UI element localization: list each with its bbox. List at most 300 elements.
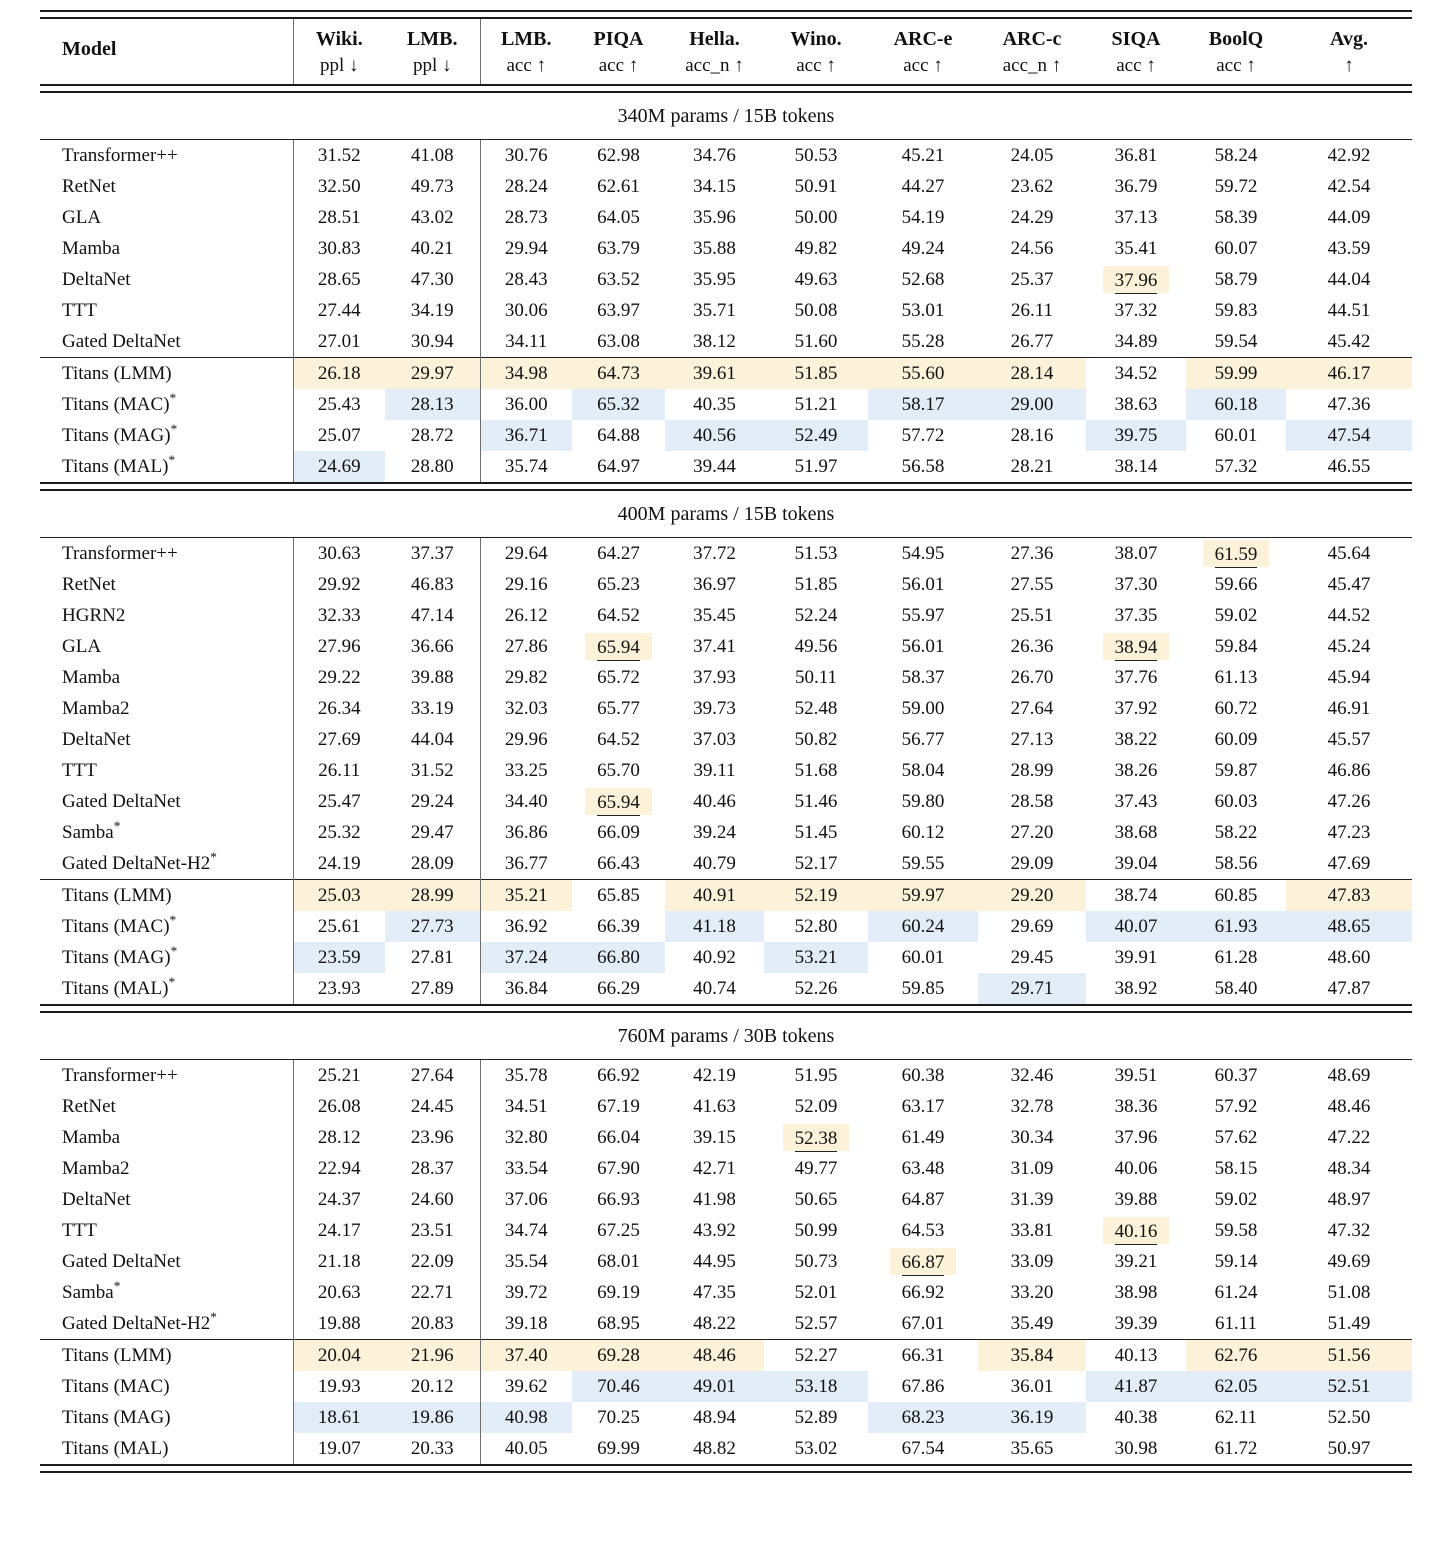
- metric-cell: 57.72: [901, 425, 945, 446]
- metric-cell: 33.81: [1010, 1220, 1054, 1241]
- metric-cell: 53.02: [794, 1438, 838, 1459]
- header-row: [40, 18, 1412, 85]
- metric-cell: 48.82: [693, 1438, 736, 1459]
- metric-cell: 31.09: [1010, 1158, 1054, 1179]
- metric-cell: 50.11: [794, 667, 838, 688]
- metric-cell: 49.69: [1327, 1251, 1371, 1272]
- metric-cell: 50.65: [794, 1189, 838, 1210]
- metric-cell: 61.72: [1214, 1438, 1258, 1459]
- metric-cell: 28.13: [385, 389, 480, 420]
- table-row: [40, 631, 1412, 662]
- metric-cell: 37.35: [1114, 605, 1158, 626]
- model-name: Titans (MAG): [62, 1407, 171, 1428]
- metric-cell: 27.13: [1010, 729, 1054, 750]
- table-row: [40, 600, 1412, 631]
- metric-cell: 29.92: [293, 569, 385, 600]
- metric-cell: 44.09: [1327, 207, 1371, 228]
- metric-cell: 60.12: [901, 822, 945, 843]
- metric-cell: 56.01: [901, 574, 945, 595]
- metric-cell: 24.05: [1010, 145, 1054, 166]
- metric-cell: 64.53: [901, 1220, 945, 1241]
- double-rule: [40, 11, 1412, 18]
- metric-cell: 35.95: [693, 269, 736, 290]
- metric-cell: 59.99: [1186, 358, 1286, 389]
- metric-cell: 52.17: [794, 853, 838, 874]
- metric-cell: 29.69: [1010, 916, 1054, 937]
- metric-cell: 31.52: [293, 140, 385, 171]
- metric-cell: 28.14: [978, 358, 1086, 389]
- metric-cell: 48.65: [1286, 911, 1412, 942]
- metric-cell: 59.87: [1214, 760, 1258, 781]
- metric-cell: 41.63: [693, 1096, 736, 1117]
- table-row: [40, 358, 1412, 389]
- metric-cell: 20.33: [410, 1438, 454, 1459]
- metric-cell: 60.01: [1214, 425, 1258, 446]
- model-name: RetNet: [62, 574, 116, 595]
- model-name: TTT: [62, 1220, 97, 1241]
- metric-cell: 28.80: [410, 456, 454, 477]
- metric-cell: 50.97: [1327, 1438, 1371, 1459]
- table-row: [40, 786, 1412, 817]
- metric-cell: 28.73: [480, 202, 572, 233]
- metric-cell: 35.78: [480, 1060, 572, 1091]
- metric-cell: 36.77: [480, 848, 572, 880]
- table-row: [40, 1277, 1412, 1308]
- metric-cell: 20.12: [410, 1376, 454, 1397]
- table-row: [40, 693, 1412, 724]
- section-title: 760M params / 30B tokens: [617, 1025, 835, 1047]
- metric-cell: 62.98: [597, 145, 640, 166]
- metric-cell: 30.94: [410, 331, 454, 352]
- metric-cell: 28.58: [1010, 791, 1054, 812]
- metric-cell: 69.19: [597, 1282, 640, 1303]
- metric-cell: 38.12: [693, 331, 736, 352]
- column-header: [480, 18, 572, 85]
- metric-cell: 52.49: [764, 420, 868, 451]
- model-name: Gated DeltaNet: [62, 791, 181, 812]
- metric-cell: 62.05: [1186, 1371, 1286, 1402]
- metric-cell: 38.36: [1114, 1096, 1158, 1117]
- metric-cell: 24.56: [1010, 238, 1054, 259]
- model-name: Samba*: [62, 818, 121, 843]
- metric-cell: 56.77: [901, 729, 945, 750]
- metric-cell: 42.92: [1327, 145, 1371, 166]
- metric-cell: 60.37: [1214, 1065, 1258, 1086]
- metric-cell: 61.11: [1214, 1313, 1258, 1334]
- model-name: Mamba2: [62, 1158, 130, 1179]
- metric-cell: 21.18: [293, 1246, 385, 1277]
- metric-cell: 70.25: [597, 1407, 640, 1428]
- metric-cell: 45.64: [1327, 543, 1371, 564]
- metric-cell: 36.92: [480, 911, 572, 942]
- metric-cell: 39.04: [1114, 853, 1158, 874]
- metric-cell: 23.62: [1010, 176, 1054, 197]
- metric-cell: 38.68: [1114, 822, 1158, 843]
- metric-cell: 58.40: [1214, 978, 1258, 999]
- metric-cell: 37.37: [410, 543, 454, 564]
- metric-cell: 39.44: [693, 456, 736, 477]
- column-metric-label: ppl ↓: [412, 55, 452, 76]
- metric-cell: 37.32: [1114, 300, 1158, 321]
- asterisk-marker: *: [210, 1309, 217, 1325]
- metric-cell: 40.21: [410, 238, 454, 259]
- metric-cell: 38.22: [1114, 729, 1158, 750]
- best-baseline-highlight: 52.38: [783, 1124, 850, 1151]
- metric-cell: 40.06: [1114, 1158, 1158, 1179]
- metric-cell: 35.71: [693, 300, 736, 321]
- metric-cell: 34.74: [480, 1215, 572, 1246]
- metric-cell: 54.19: [901, 207, 945, 228]
- metric-cell: 64.05: [597, 207, 640, 228]
- metric-cell: 55.60: [868, 358, 978, 389]
- metric-cell: 29.22: [293, 662, 385, 693]
- metric-cell: 59.66: [1214, 574, 1258, 595]
- metric-cell: 39.88: [410, 667, 454, 688]
- metric-cell: 28.65: [293, 264, 385, 295]
- metric-cell: 25.61: [293, 911, 385, 942]
- best-baseline-highlight: 37.96: [1103, 266, 1170, 293]
- model-name: Titans (MAC): [62, 1376, 170, 1397]
- section-title: 340M params / 15B tokens: [617, 105, 835, 127]
- column-metric-label: ↑: [1344, 55, 1354, 76]
- column-label: ARC-c: [1002, 28, 1062, 50]
- metric-cell: 22.09: [410, 1251, 454, 1272]
- metric-cell: 34.51: [480, 1091, 572, 1122]
- metric-cell: 59.80: [901, 791, 945, 812]
- metric-cell: 60.03: [1214, 791, 1258, 812]
- metric-cell: 46.91: [1327, 698, 1371, 719]
- model-name: Titans (MAG)*: [62, 421, 178, 446]
- metric-cell: 61.24: [1214, 1282, 1258, 1303]
- metric-cell: 47.83: [1286, 880, 1412, 911]
- metric-cell: 38.92: [1114, 978, 1158, 999]
- metric-cell: 36.00: [480, 389, 572, 420]
- metric-cell: 27.64: [410, 1065, 454, 1086]
- column-header: [978, 18, 1086, 85]
- metric-cell: 36.84: [480, 973, 572, 1005]
- metric-cell: 60.09: [1214, 729, 1258, 750]
- metric-cell: 48.60: [1327, 947, 1371, 968]
- metric-cell: [764, 1122, 868, 1153]
- metric-cell: 41.18: [665, 911, 764, 942]
- metric-cell: 67.25: [597, 1220, 640, 1241]
- metric-cell: 55.97: [901, 605, 945, 626]
- metric-cell: 40.74: [693, 978, 736, 999]
- metric-cell: 34.98: [480, 358, 572, 389]
- best-baseline-highlight: 38.94: [1103, 633, 1170, 660]
- metric-cell: 38.63: [1114, 394, 1158, 415]
- model-name: Mamba2: [62, 698, 130, 719]
- metric-cell: 29.45: [1010, 947, 1054, 968]
- metric-cell: 32.50: [293, 171, 385, 202]
- metric-cell: 56.58: [901, 456, 945, 477]
- table-row: [40, 848, 1412, 880]
- model-name: GLA: [62, 636, 102, 657]
- metric-cell: 63.52: [597, 269, 640, 290]
- metric-cell: 49.77: [794, 1158, 838, 1179]
- model-name: Transformer++: [62, 145, 178, 166]
- table-row: [40, 880, 1412, 911]
- metric-cell: 25.43: [293, 389, 385, 420]
- metric-cell: 29.71: [978, 973, 1086, 1005]
- metric-cell: 34.15: [693, 176, 736, 197]
- metric-cell: 61.13: [1214, 667, 1258, 688]
- model-name: Samba*: [62, 1278, 121, 1303]
- metric-cell: 30.83: [293, 233, 385, 264]
- metric-cell: 58.22: [1214, 822, 1258, 843]
- metric-cell: 35.65: [1010, 1438, 1054, 1459]
- column-header: [665, 18, 764, 85]
- metric-cell: 51.45: [794, 822, 838, 843]
- metric-cell: 40.46: [693, 791, 736, 812]
- column-metric-label: acc ↑: [1216, 55, 1256, 76]
- metric-cell: 26.77: [1010, 331, 1054, 352]
- metric-cell: 22.71: [410, 1282, 454, 1303]
- metric-cell: 40.92: [693, 947, 736, 968]
- table-row: [40, 233, 1412, 264]
- metric-cell: 50.00: [794, 207, 838, 228]
- metric-cell: 38.26: [1114, 760, 1158, 781]
- metric-cell: 66.92: [901, 1282, 945, 1303]
- metric-cell: 65.85: [597, 885, 640, 906]
- model-name: Mamba: [62, 238, 121, 259]
- table-row: [40, 1371, 1412, 1402]
- metric-cell: 39.72: [480, 1277, 572, 1308]
- column-label: Wiki.: [315, 28, 363, 50]
- metric-cell: 24.37: [293, 1184, 385, 1215]
- metric-cell: 33.54: [480, 1153, 572, 1184]
- metric-cell: 64.97: [597, 456, 640, 477]
- table-row: [40, 1433, 1412, 1465]
- metric-cell: 29.47: [410, 822, 454, 843]
- metric-cell: 52.01: [794, 1282, 838, 1303]
- metric-cell: 53.21: [764, 942, 868, 973]
- metric-cell: 24.45: [410, 1096, 454, 1117]
- table-row: [40, 140, 1412, 171]
- table-row: [40, 817, 1412, 848]
- metric-cell: 65.23: [597, 574, 640, 595]
- model-name: DeltaNet: [62, 1189, 131, 1210]
- metric-cell: 60.85: [1214, 885, 1258, 906]
- metric-cell: 37.93: [693, 667, 736, 688]
- metric-cell: 27.20: [1010, 822, 1054, 843]
- double-rule: [40, 85, 1412, 92]
- table-row: [40, 1091, 1412, 1122]
- metric-cell: 59.97: [868, 880, 978, 911]
- metric-cell: 29.82: [480, 662, 572, 693]
- table-row: [40, 1153, 1412, 1184]
- metric-cell: 67.54: [901, 1438, 945, 1459]
- metric-cell: 52.57: [794, 1313, 838, 1334]
- metric-cell: 39.91: [1114, 947, 1158, 968]
- section-title-row: [40, 490, 1412, 538]
- metric-cell: 67.90: [597, 1158, 640, 1179]
- column-header: [1186, 18, 1286, 85]
- table-row: [40, 662, 1412, 693]
- metric-cell: 51.85: [764, 358, 868, 389]
- metric-cell: 39.21: [1114, 1251, 1158, 1272]
- metric-cell: 58.17: [868, 389, 978, 420]
- metric-cell: 37.43: [1114, 791, 1158, 812]
- metric-cell: 28.16: [1010, 425, 1054, 446]
- metric-cell: 34.40: [480, 786, 572, 817]
- metric-cell: 26.70: [1010, 667, 1054, 688]
- model-name: DeltaNet: [62, 729, 131, 750]
- best-baseline-highlight: 65.94: [585, 633, 652, 660]
- table-row: [40, 1308, 1412, 1340]
- metric-cell: 61.49: [901, 1127, 945, 1148]
- metric-cell: 32.78: [1010, 1096, 1054, 1117]
- metric-cell: 66.43: [597, 853, 640, 874]
- model-name: Gated DeltaNet-H2*: [62, 1309, 217, 1334]
- column-header: [1086, 18, 1186, 85]
- column-header: [572, 18, 665, 85]
- model-name: Gated DeltaNet: [62, 331, 181, 352]
- metric-cell: 39.15: [693, 1127, 736, 1148]
- metric-cell: 60.38: [901, 1065, 945, 1086]
- metric-cell: 51.85: [794, 574, 838, 595]
- metric-cell: 27.36: [1010, 543, 1054, 564]
- table-row: [40, 973, 1412, 1005]
- table-row: [40, 1122, 1412, 1153]
- model-name: Gated DeltaNet-H2*: [62, 849, 217, 874]
- metric-cell: 42.54: [1327, 176, 1371, 197]
- metric-cell: 51.68: [794, 760, 838, 781]
- metric-cell: 33.25: [480, 755, 572, 786]
- asterisk-marker: *: [168, 452, 176, 468]
- metric-cell: 32.80: [480, 1122, 572, 1153]
- metric-cell: 60.07: [1214, 238, 1258, 259]
- metric-cell: 49.01: [665, 1371, 764, 1402]
- metric-cell: 34.19: [410, 300, 454, 321]
- metric-cell: 41.08: [410, 145, 454, 166]
- metric-cell: 70.46: [572, 1371, 665, 1402]
- metric-cell: 39.24: [693, 822, 736, 843]
- metric-cell: 39.39: [1114, 1313, 1158, 1334]
- metric-cell: 29.94: [480, 233, 572, 264]
- metric-cell: 66.80: [572, 942, 665, 973]
- metric-cell: 57.32: [1214, 456, 1258, 477]
- metric-cell: 47.36: [1327, 394, 1371, 415]
- model-name: Transformer++: [62, 1065, 178, 1086]
- metric-cell: 39.11: [693, 760, 736, 781]
- column-metric-label: ppl ↓: [319, 55, 359, 76]
- metric-cell: 20.83: [410, 1313, 454, 1334]
- metric-cell: 59.02: [1214, 1189, 1258, 1210]
- metric-cell: 18.61: [293, 1402, 385, 1433]
- metric-cell: 64.52: [597, 605, 640, 626]
- double-rule: [40, 1465, 1412, 1472]
- column-metric-label: acc ↑: [506, 55, 547, 76]
- table-row: [40, 1184, 1412, 1215]
- metric-cell: 34.11: [480, 326, 572, 358]
- metric-cell: 42.71: [693, 1158, 736, 1179]
- model-name: Transformer++: [62, 543, 178, 564]
- metric-cell: 37.92: [1114, 698, 1158, 719]
- metric-cell: 47.87: [1327, 978, 1371, 999]
- metric-cell: 24.60: [410, 1189, 454, 1210]
- metric-cell: [572, 786, 665, 817]
- model-name: Titans (MAC)*: [62, 912, 177, 937]
- metric-cell: 48.46: [1327, 1096, 1371, 1117]
- metric-cell: 27.81: [410, 947, 454, 968]
- metric-cell: 44.04: [410, 729, 454, 750]
- metric-cell: 67.86: [901, 1376, 945, 1397]
- metric-cell: 51.60: [794, 331, 838, 352]
- model-name: Mamba: [62, 1127, 121, 1148]
- metric-cell: 64.87: [901, 1189, 945, 1210]
- metric-cell: 33.09: [1010, 1251, 1054, 1272]
- metric-cell: 61.93: [1186, 911, 1286, 942]
- model-name: Titans (MAC)*: [62, 390, 177, 415]
- column-label: Wino.: [790, 28, 842, 50]
- section-title-row: [40, 92, 1412, 140]
- best-baseline-highlight: 66.87: [890, 1248, 957, 1275]
- asterisk-marker: *: [168, 974, 176, 990]
- column-header: [293, 18, 385, 85]
- metric-cell: 59.84: [1214, 636, 1258, 657]
- metric-cell: 66.04: [597, 1127, 640, 1148]
- metric-cell: 51.49: [1327, 1313, 1371, 1334]
- metric-cell: 28.24: [480, 171, 572, 202]
- metric-cell: 37.13: [1114, 207, 1158, 228]
- metric-cell: 51.97: [794, 456, 838, 477]
- metric-cell: 28.37: [410, 1158, 454, 1179]
- table-row: [40, 202, 1412, 233]
- metric-cell: 68.95: [597, 1313, 640, 1334]
- metric-cell: 59.58: [1214, 1220, 1258, 1241]
- metric-cell: 39.62: [480, 1371, 572, 1402]
- column-metric-label: acc ↑: [903, 55, 943, 76]
- metric-cell: 36.01: [1010, 1376, 1054, 1397]
- metric-cell: 36.71: [480, 420, 572, 451]
- metric-cell: 28.51: [293, 202, 385, 233]
- metric-cell: 64.88: [597, 425, 640, 446]
- metric-cell: 32.03: [480, 693, 572, 724]
- metric-cell: 59.83: [1214, 300, 1258, 321]
- metric-cell: 34.76: [693, 145, 736, 166]
- best-baseline-highlight: 65.94: [585, 788, 652, 815]
- metric-cell: 60.01: [901, 947, 945, 968]
- metric-cell: 26.18: [293, 358, 385, 389]
- metric-cell: 53.01: [901, 300, 945, 321]
- metric-cell: 52.68: [901, 269, 945, 290]
- metric-cell: 25.47: [293, 786, 385, 817]
- metric-cell: 25.07: [293, 420, 385, 451]
- metric-cell: 37.72: [693, 543, 736, 564]
- best-baseline-highlight: 40.16: [1103, 1217, 1170, 1244]
- metric-cell: 22.94: [293, 1153, 385, 1184]
- metric-cell: 47.23: [1327, 822, 1371, 843]
- best-baseline-highlight: 61.59: [1203, 540, 1270, 567]
- asterisk-marker: *: [170, 943, 178, 959]
- metric-cell: 27.96: [293, 631, 385, 662]
- table-row: [40, 295, 1412, 326]
- metric-cell: 58.79: [1214, 269, 1258, 290]
- column-header: [40, 18, 293, 85]
- table-row: [40, 1246, 1412, 1277]
- metric-cell: 30.76: [480, 140, 572, 171]
- metric-cell: 28.21: [1010, 456, 1054, 477]
- metric-cell: 61.28: [1214, 947, 1258, 968]
- metric-cell: 29.16: [480, 569, 572, 600]
- metric-cell: 29.97: [385, 358, 480, 389]
- metric-cell: 51.53: [794, 543, 838, 564]
- table-row: [40, 1402, 1412, 1433]
- metric-cell: 29.96: [480, 724, 572, 755]
- metric-cell: 64.73: [572, 358, 665, 389]
- metric-cell: 31.39: [1010, 1189, 1054, 1210]
